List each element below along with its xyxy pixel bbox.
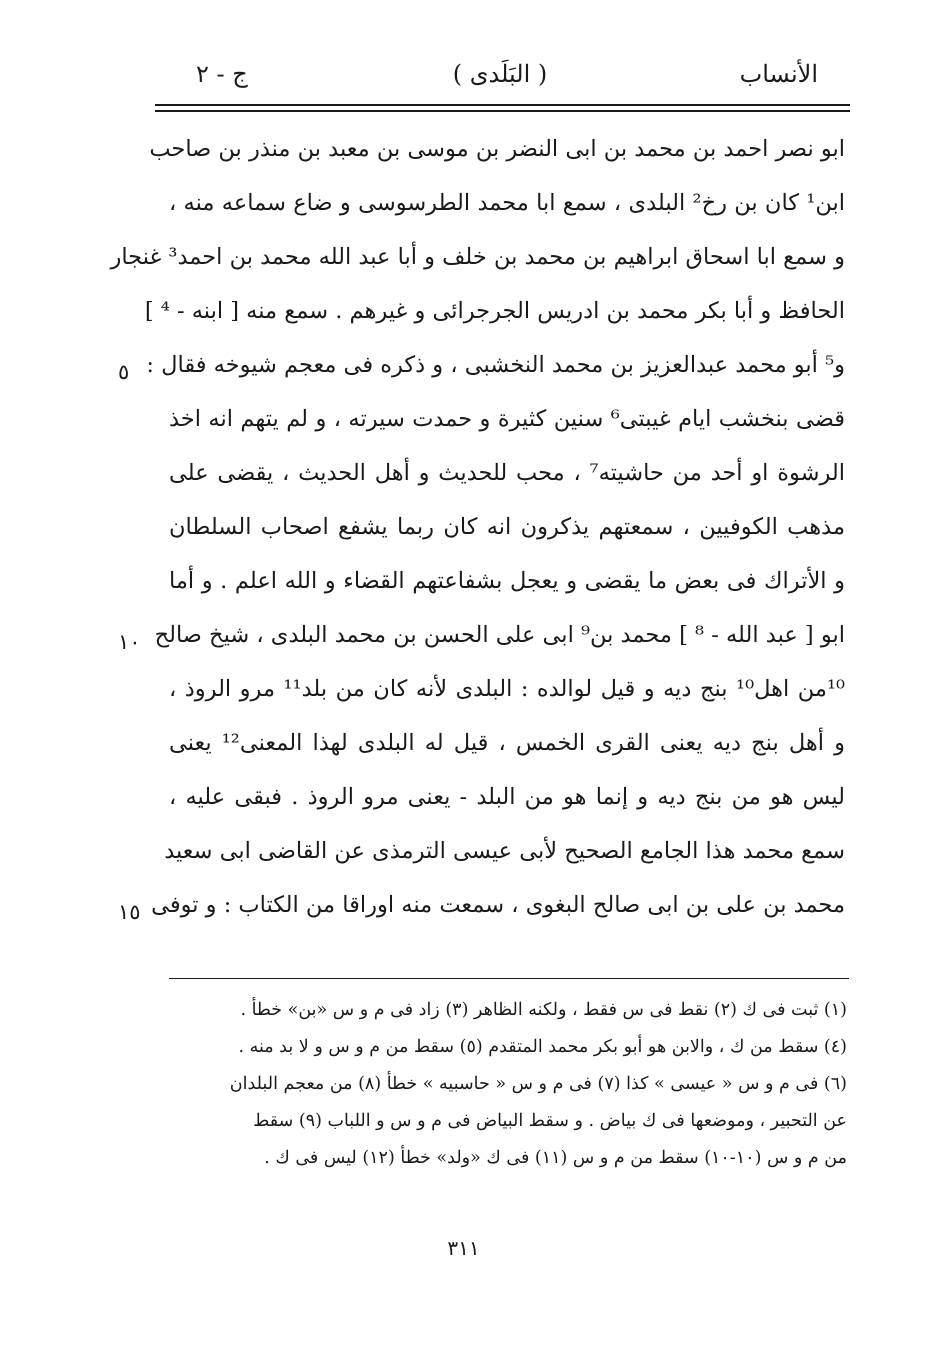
text-line: الحافظ و أبا بكر محمد بن ادريس الجرجرائى و غيرهم . سمع منه [ ابنه - ⁴ ]: [144, 298, 845, 324]
text-line: ابو [ عبد الله - ⁸ ] محمد بن⁹ ابى على الحسن بن محمد البلدى ، شيخ صالح: [154, 622, 845, 648]
footnote-rule: [169, 978, 849, 979]
text-line: قضى بنخشب ايام غيبتى⁶ سنين كثيرة و حمدت سيرته ، و لم يتهم انه اخذ: [169, 406, 845, 432]
text-line: محمد بن على بن ابى صالح البغوى ، سمعت منه اوراقا من الكتاب : و توفى: [151, 892, 845, 918]
text-line: و سمع ابا اسحاق ابراهيم بن محمد بن خلف و أبا عبد الله محمد بن احمد³ غنجار: [110, 244, 845, 270]
footnote-line: من م و س (١٠-١٠) سقط من م و س (١١) فى ك «ولد» خطأ (١٢) ليس فى ك .: [264, 1148, 847, 1168]
text-line: الرشوة او أحد من حاشيته⁷ ، محب للحديث و أهل الحديث ، يقضى على: [169, 460, 845, 486]
header-rule-top: [155, 104, 850, 106]
book-title: الأنساب: [739, 60, 818, 88]
entry-title: ( البَلَدى ): [452, 60, 548, 88]
text-line: سمع محمد هذا الجامع الصحيح لأبى عيسى الترمذى عن القاضى ابى سعيد: [164, 838, 845, 864]
text-line: ليس هو من بنج ديه و إنما هو من البلد - يعنى مرو الروذ . فبقى عليه ،: [169, 784, 845, 810]
text-line: و الأتراك فى بعض ما يقضى و يعجل بشفاعتهم القضاء و الله اعلم . و أما: [169, 568, 845, 594]
header-rule-bottom: [155, 110, 850, 112]
footnote-line: (١) ثبت فى ك (٢) نقط فى س فقط ، ولكنه الظاهر (٣) زاد فى م و س «بن» خطأ .: [240, 1000, 847, 1020]
text-line: و⁵ أبو محمد عبدالعزيز بن محمد النخشبى ، و ذكره فى معجم شيوخه فقال :: [146, 352, 845, 378]
footnotes: [167, 992, 847, 1177]
page-number: ٣١١: [447, 1236, 480, 1260]
line-number-5: ٥: [118, 360, 130, 384]
text-line: ابو نصر احمد بن محمد بن ابى النضر بن موسى بن معبد بن منذر بن صاحب: [149, 136, 845, 162]
running-header: [150, 52, 850, 102]
text-line: مذهب الكوفيين ، سمعتهم يذكرون انه كان ربما يشفع اصحاب السلطان: [169, 514, 845, 540]
footnote-line: (٦) فى م و س « عيسى » كذا (٧) فى م و س « حاسبيه » خطأ (٨) من معجم البلدان: [229, 1074, 847, 1094]
text-line: ابن¹ كان بن رخ² البلدى ، سمع ابا محمد الطرسوسى و ضاع سماعه منه ،: [169, 190, 845, 216]
volume-label: ج - ٢: [196, 60, 248, 88]
text-line: ¹⁰من اهل¹⁰ بنج ديه و قيل لوالده : البلدى لأنه كان من بلد¹¹ مرو الروذ ،: [169, 676, 845, 702]
line-number-15: ١٥: [118, 900, 141, 924]
footnote-line: عن التحبير ، وموضعها فى ك بياض . و سقط البياض فى م و س و اللباب (٩) سقط: [253, 1111, 847, 1131]
text-line: و أهل بنج ديه يعنى القرى الخمس ، قيل له البلدى لهذا المعنى¹² يعنى: [169, 730, 845, 756]
footnote-line: (٤) سقط من ك ، والابن هو أبو بكر محمد المتقدم (٥) سقط من م و س و لا بد منه .: [238, 1037, 847, 1057]
line-number-10: ١٠: [118, 630, 141, 654]
